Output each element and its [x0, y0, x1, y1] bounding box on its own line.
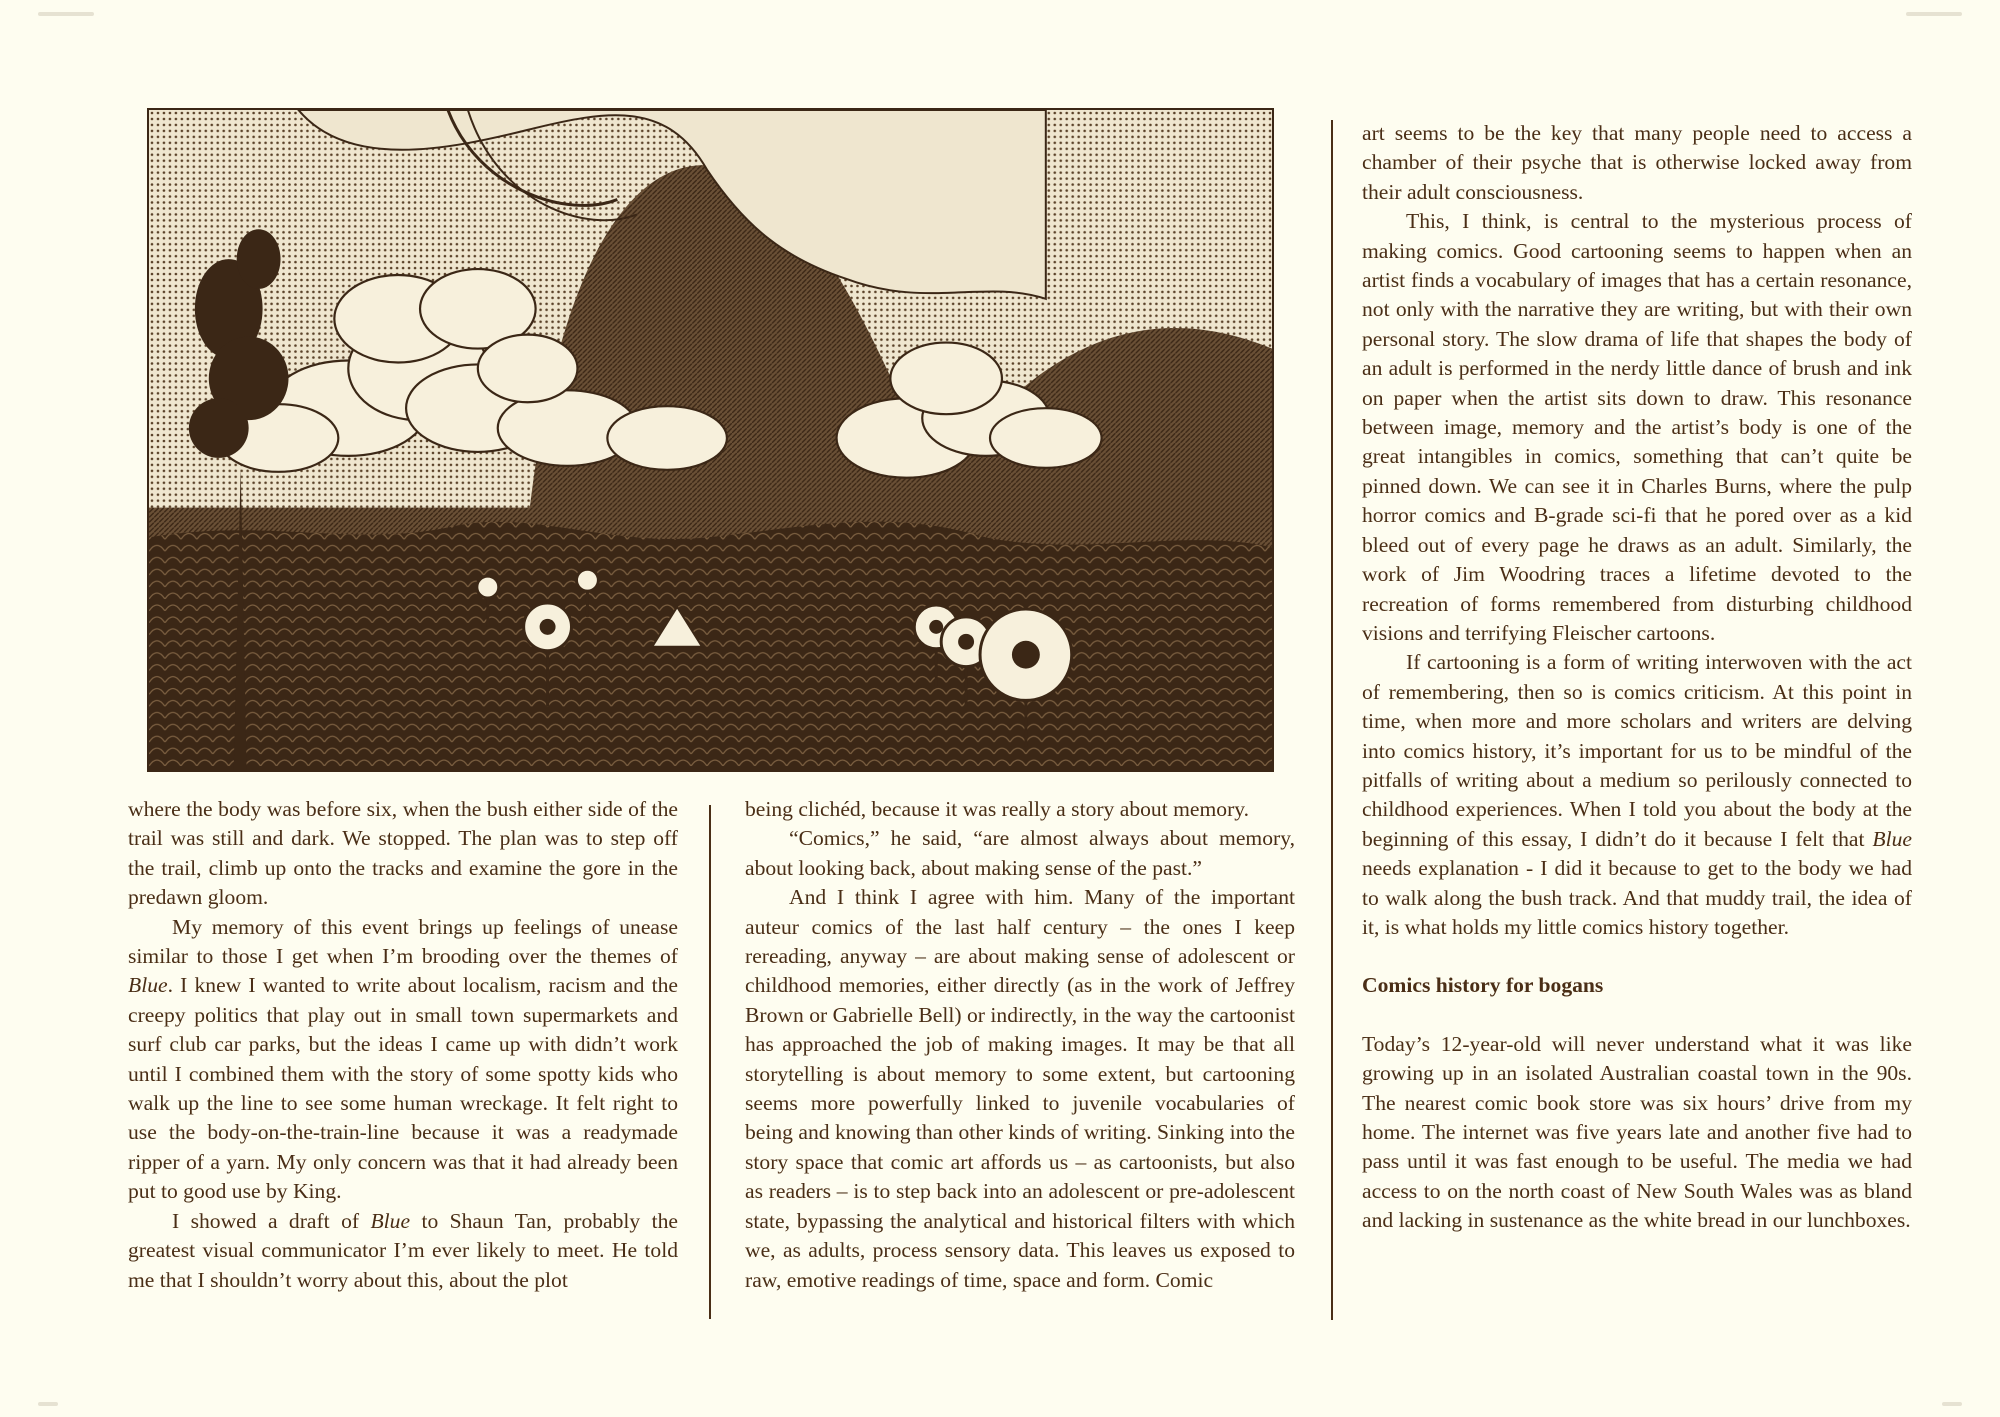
- paragraph: “Comics,” he said, “are almost always about memory, about looking back, about making sense of the past.”: [745, 826, 1295, 880]
- title-emphasis: Blue: [370, 1208, 411, 1233]
- paragraph: If cartooning is a form of writing interwoven with the act of remembering, then so is comics criticism. At this point in time, when more and more scholars and writers are delving into comics history, it’s important for us to be mindful of the pitfalls of writing about a medium so perilously connected to childhood experiences. When I told you about the body at the beginning of this essay, I didn’t do it because I felt that Blue needs explanation - I did it because to get to the body we had to walk along the bush track. And that muddy trail, the idea of it, is what holds my little comics history together.: [1362, 650, 1912, 939]
- page-corner-mark: [1942, 1402, 1962, 1406]
- text-column-1: [128, 795, 678, 1295]
- page-corner-mark: [38, 1402, 58, 1406]
- column-divider: [1331, 120, 1333, 1320]
- paragraph: art seems to be the key that many people need to access a chamber of their psyche that is otherwise locked away from their adult consciousness.: [1362, 121, 1912, 204]
- paragraph: where the body was before six, when the bush either side of the trail was still and dark. We stopped. The plan was to step off the trail, climb up onto the tracks and examine the gore in the predawn gloom.: [128, 797, 678, 910]
- paragraph: I showed a draft of Blue to Shaun Tan, probably the greatest visual communicator I’m ever likely to meet. He told me that I shouldn’t worry about this, about the plot: [128, 1208, 678, 1292]
- paragraph: And I think I agree with him. Many of the important auteur comics of the last half century – the ones I keep rereading, anyway – are about making sense of adolescent or childhood memories, either directly (as in the work of Jeffrey Brown or Gabrielle Bell) or indirectly, in the way the cartoonist has approached the job of making images. It may be that all storytelling is about memory to some extent, but cartooning seems more powerfully linked to juvenile vocabularies of being and knowing than other kinds of writing. Sinking into the story space that comic art affords us – as cartoonists, but also as readers – is to step back into an adolescent or pre-adolescent state, bypassing the analytical and historical filters with which we, as adults, process sensory data. This leaves us exposed to raw, emotive readings of time, space and form. Comic: [745, 885, 1295, 1292]
- title-emphasis: Blue: [128, 973, 168, 998]
- paragraph: Today’s 12-year-old will never understand what it was like growing up in an isolated Australian coastal town in the 90s. The nearest comic book store was six hours’ drive from my home. The internet was five years late and another five had to pass until it was fast enough to be useful. The media we had access to on the north coast of New South Wales was as bland and lacking in sustenance as the white bread in our lunchboxes.: [1362, 1031, 1912, 1233]
- column-divider: [709, 805, 711, 1319]
- text-column-3: [1362, 119, 1912, 1236]
- paragraph: This, I think, is central to the mysterious process of making comics. Good cartooning seems to happen when an artist finds a vocabulary of images that has a certain resonance, not only with the narrative they are writing, but with their own personal story. The slow drama of life that shapes the body of an adult is performed in the nerdy little dance of brush and ink on paper when the artist sits down to draw. This resonance between image, memory and the artist’s body is one of the great intangibles in comics, something that can’t quite be pinned down. We can see it in Charles Burns, where the pulp horror comics and B-grade sci-fi that he pored over as a kid bleed out of every page he draws as an adult. Similarly, the work of Jim Woodring traces a lifetime devoted to the recreation of forms remembered from disturbing childhood visions and terrifying Fleischer cartoons.: [1362, 209, 1912, 645]
- page-corner-mark: [38, 12, 94, 16]
- page-corner-mark: [1906, 12, 1962, 16]
- paragraph: being clichéd, because it was really a story about memory.: [745, 797, 1250, 821]
- section-heading: Comics history for bogans: [1362, 973, 1604, 998]
- title-emphasis: Blue: [1872, 826, 1912, 851]
- landscape-illustration: [147, 108, 1274, 772]
- text-column-2: [745, 795, 1295, 1295]
- paragraph: My memory of this event brings up feelings of unease similar to those I get when I’m brooding over the themes of Blue. I knew I wanted to write about localism, racism and the creepy politics that play out in small town supermarkets and surf club car parks, but the ideas I came up with didn’t work until I combined them with the story of some spotty kids who walk up the line to see some human wreckage. It felt right to use the body-on-the-train-line because it was a readymade ripper of a yarn. My only concern was that it had already been put to good use by King.: [128, 914, 678, 1204]
- ink-landscape-artwork: [149, 110, 1272, 770]
